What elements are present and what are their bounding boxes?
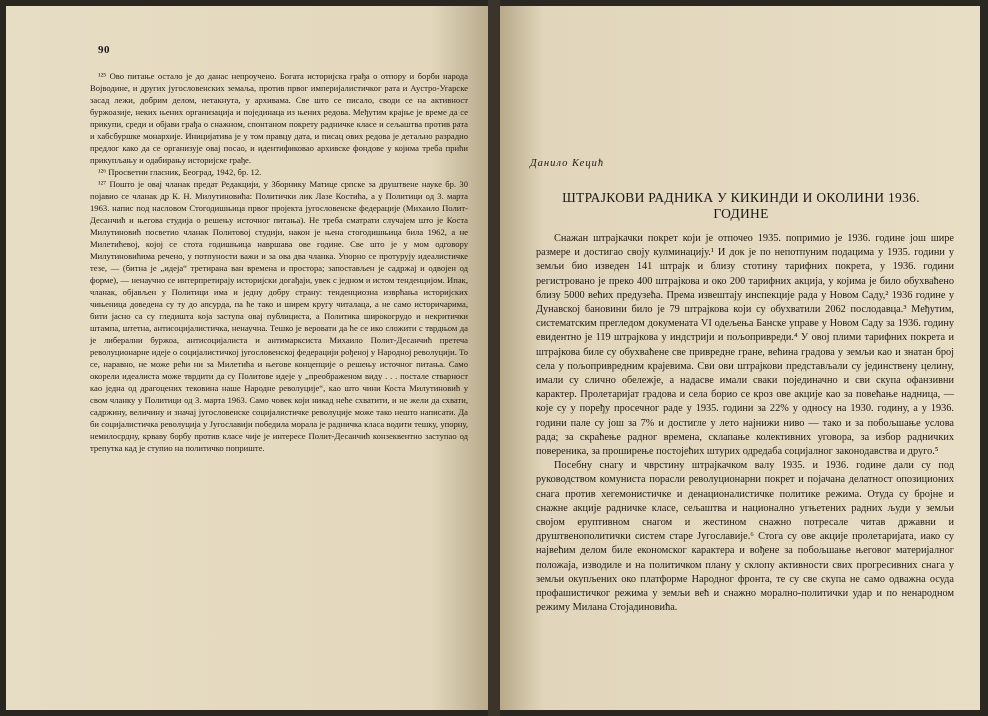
page-number: 90 (98, 44, 110, 56)
article-title: ШТРАЈКОВИ РАДНИКА У КИКИНДИ И ОКОЛИНИ 1936. ГОДИНЕ (562, 190, 920, 221)
right-page (500, 6, 980, 710)
left-page (6, 6, 488, 710)
footnote-126: ¹²⁶ Просветни гласник, Београд, 1942, бр. 12. (98, 167, 262, 177)
footnote-125: ¹²⁵ Ово питање остало је до данас непроучено. Богата историјска грађа о отпору и борби народа Војводине, и других југословенских земаља, против првог империјалистичког рата и Аустро-Угарске засад лежи, добрим делом, нетакнута, у архивама. Све што се писало, своди се на активност буржоазије, неких њених организација и појединаца из њених редова. Међутим крајње је време да се прикупи, среди и објави грађа о снажном, спонтаном покрету радничке класе и сељаштва против рата и хабсбуршке монархије. Иницијатива је у том правцу дата, и писац ових редова је детаљно разрадио предлог како да се организује овај посао, и идентификовао архивске фондове у којима треба прићи прикупљању и одабирању историјске грађе. (90, 71, 468, 165)
footnote-127: ¹²⁷ Пошто је овај чланак предат Редакцији, у Зборнику Матице српске за друштвене науке бр. 30 појавио се чланак др К. Н. Милутиновића: Политички лик Лазе Костића, а у Политици од 3. марта 1963. напис под насловом Стогодишњица првог пројекта југословенске федерације (Михаило Полит-Десанчић и његова студија о решењу источног питања). Не треба сматрати случајем што је Коста Милутиновић посветио чланак Политовој студији, након је њена стогодишњица била 1962, а не Милетићевој, којој се стота годишњица навршава ове године. Све што је у мом одговору Милутиновићима речено, у потпуности важи и за ова два чланка. Упорно се протурују идеалистичке тезе, — (битна је „идеја“ третирана ван времена и простора; запостављен је садржај и одвојен од форме), — ненаучно се интерпретирају историјски догађаји, увек с једном и истом тенденцијом. Ипак, чланак, објављен у Политици има и једну добру страну: тенденциозна изврћања историјских чињеница доведена су ту до апсурда, па ће тако и ширем кругу читалаца, а не само историчарима, бити јасно са су гледишта која заступа овај публициста, а Политика широкогрудо и некритички штампа, штетна, антисоцијалистичка, ненаучна. Тешко је веровати да ће се ико сложити с тврдњом да је либерални буржоа, антисоцијалиста и антимарксиста Михаило Полит-Десанчић претеча револуционарне идеје о социјалистичкој југословенској федерацији рођеној у Народној револуцији. То се, наравно, не може рећи ни за Милетића и његове концепције о решењу источног питања. Само окорели идеалиста може тврдити да су Политове идеје у „преображеном виду . . . постале стварност као једна од драгоцених тековина наше Народне револуције“, као што чини Коста Милутиновић у свом чланку у Политици од 3. марта 1963. Само човек који никад неће схватити, и не жели да схвати, садржину, величину и значај југословенске социјалистичке револуције може тако нешто написати. Да би социјалистичка револуција у Југославији победила морала је радничка класа водити тешку, упорну, немилосрдну, крваву борбу против класе чије је интересе Полит-Десанчић конзеквентно заступао од трепутка кад је ступио на политичко поприште. (90, 179, 468, 453)
article-body (536, 232, 954, 615)
footnotes (90, 70, 468, 454)
body-paragraph: Посебну снагу и чврстину штрајкачком валу 1935. и 1936. године дали су под руководством комуниста порасли револуционарни покрет и појачана делатност опозиционих снага против хегемонистичке и денационалистичке политике режима. Отуда су бројне и снажне акције радничке класе, сељаштва и национално угњетених радних људи у земљи својом еруптивном снагом и жестином снажно потресале читав државни и друштвенополитички систем старе Југославије.⁶ Стога су ове акције пролетаријата, иако су највећим делом биле економског карактера и вођене за побољшање његовог материјалног положаја, изводиле и на политичком плану у склопу активности свих прогресивних снага у земљи окупљених око платформе Народног фронта, те су све скупа не само одважна осуда профашистичког режима у земљи већ и снажно морално-политички удар и по ненародном режиму Милана Стојадиновића. (536, 460, 954, 614)
article-author: Данило Кецић (530, 158, 605, 169)
body-paragraph: Снажан штрајкачки покрет који је отпочео 1935. попримио је 1936. године још шире размере и достигао своју кулминацију.¹ И док је по непотпуним подацима у 1935. години у земљи био изведен 141 штрајк и близу стотину тарифних покрета, у 1936. години регистровано је преко 400 штрајкова и око 200 тарифних акција, у којима је било обухваћено близу 5000 већих предузећа. Према извештају инспекције рада у Новом Саду,² 1936 године у Дунавској бановини било је 79 штрајкова који су обухватили 2062 послодавца.³ Међутим, систематским прегледом докумената VI одељења Банске управе у Новом Саду за 1936. годину евидентно је 119 штрајкова у индстрији и пољопривреди.⁴ У овој плими тарифних покрета и штрајкова биле су обухваћене све привредне гране, већина градова у земљи као и знатан број села у пољопривредним крајевима. Сви ови штрајкови представљали су јединствену целину, имали су слично обележје, а надасве имали сваки појединачно и сви скупа офанзивни карактер. Пролетаријат градова и села борио се кроз ове акције као за повећање надница, — које су у поређу просечног раде у 1935. години за 22% у односу на 1930. годину, а у 1936. години пале су још за 7% и достигле у лето најнижи ниво — тако и за побољшање услова рада; за скраћење радног времена, склапање колективних уговора, за избор радничких повереника, за проширење постојећих штурих одредаба социјалног законодавства и друго.⁵ (536, 233, 954, 458)
book-gutter (488, 0, 500, 716)
